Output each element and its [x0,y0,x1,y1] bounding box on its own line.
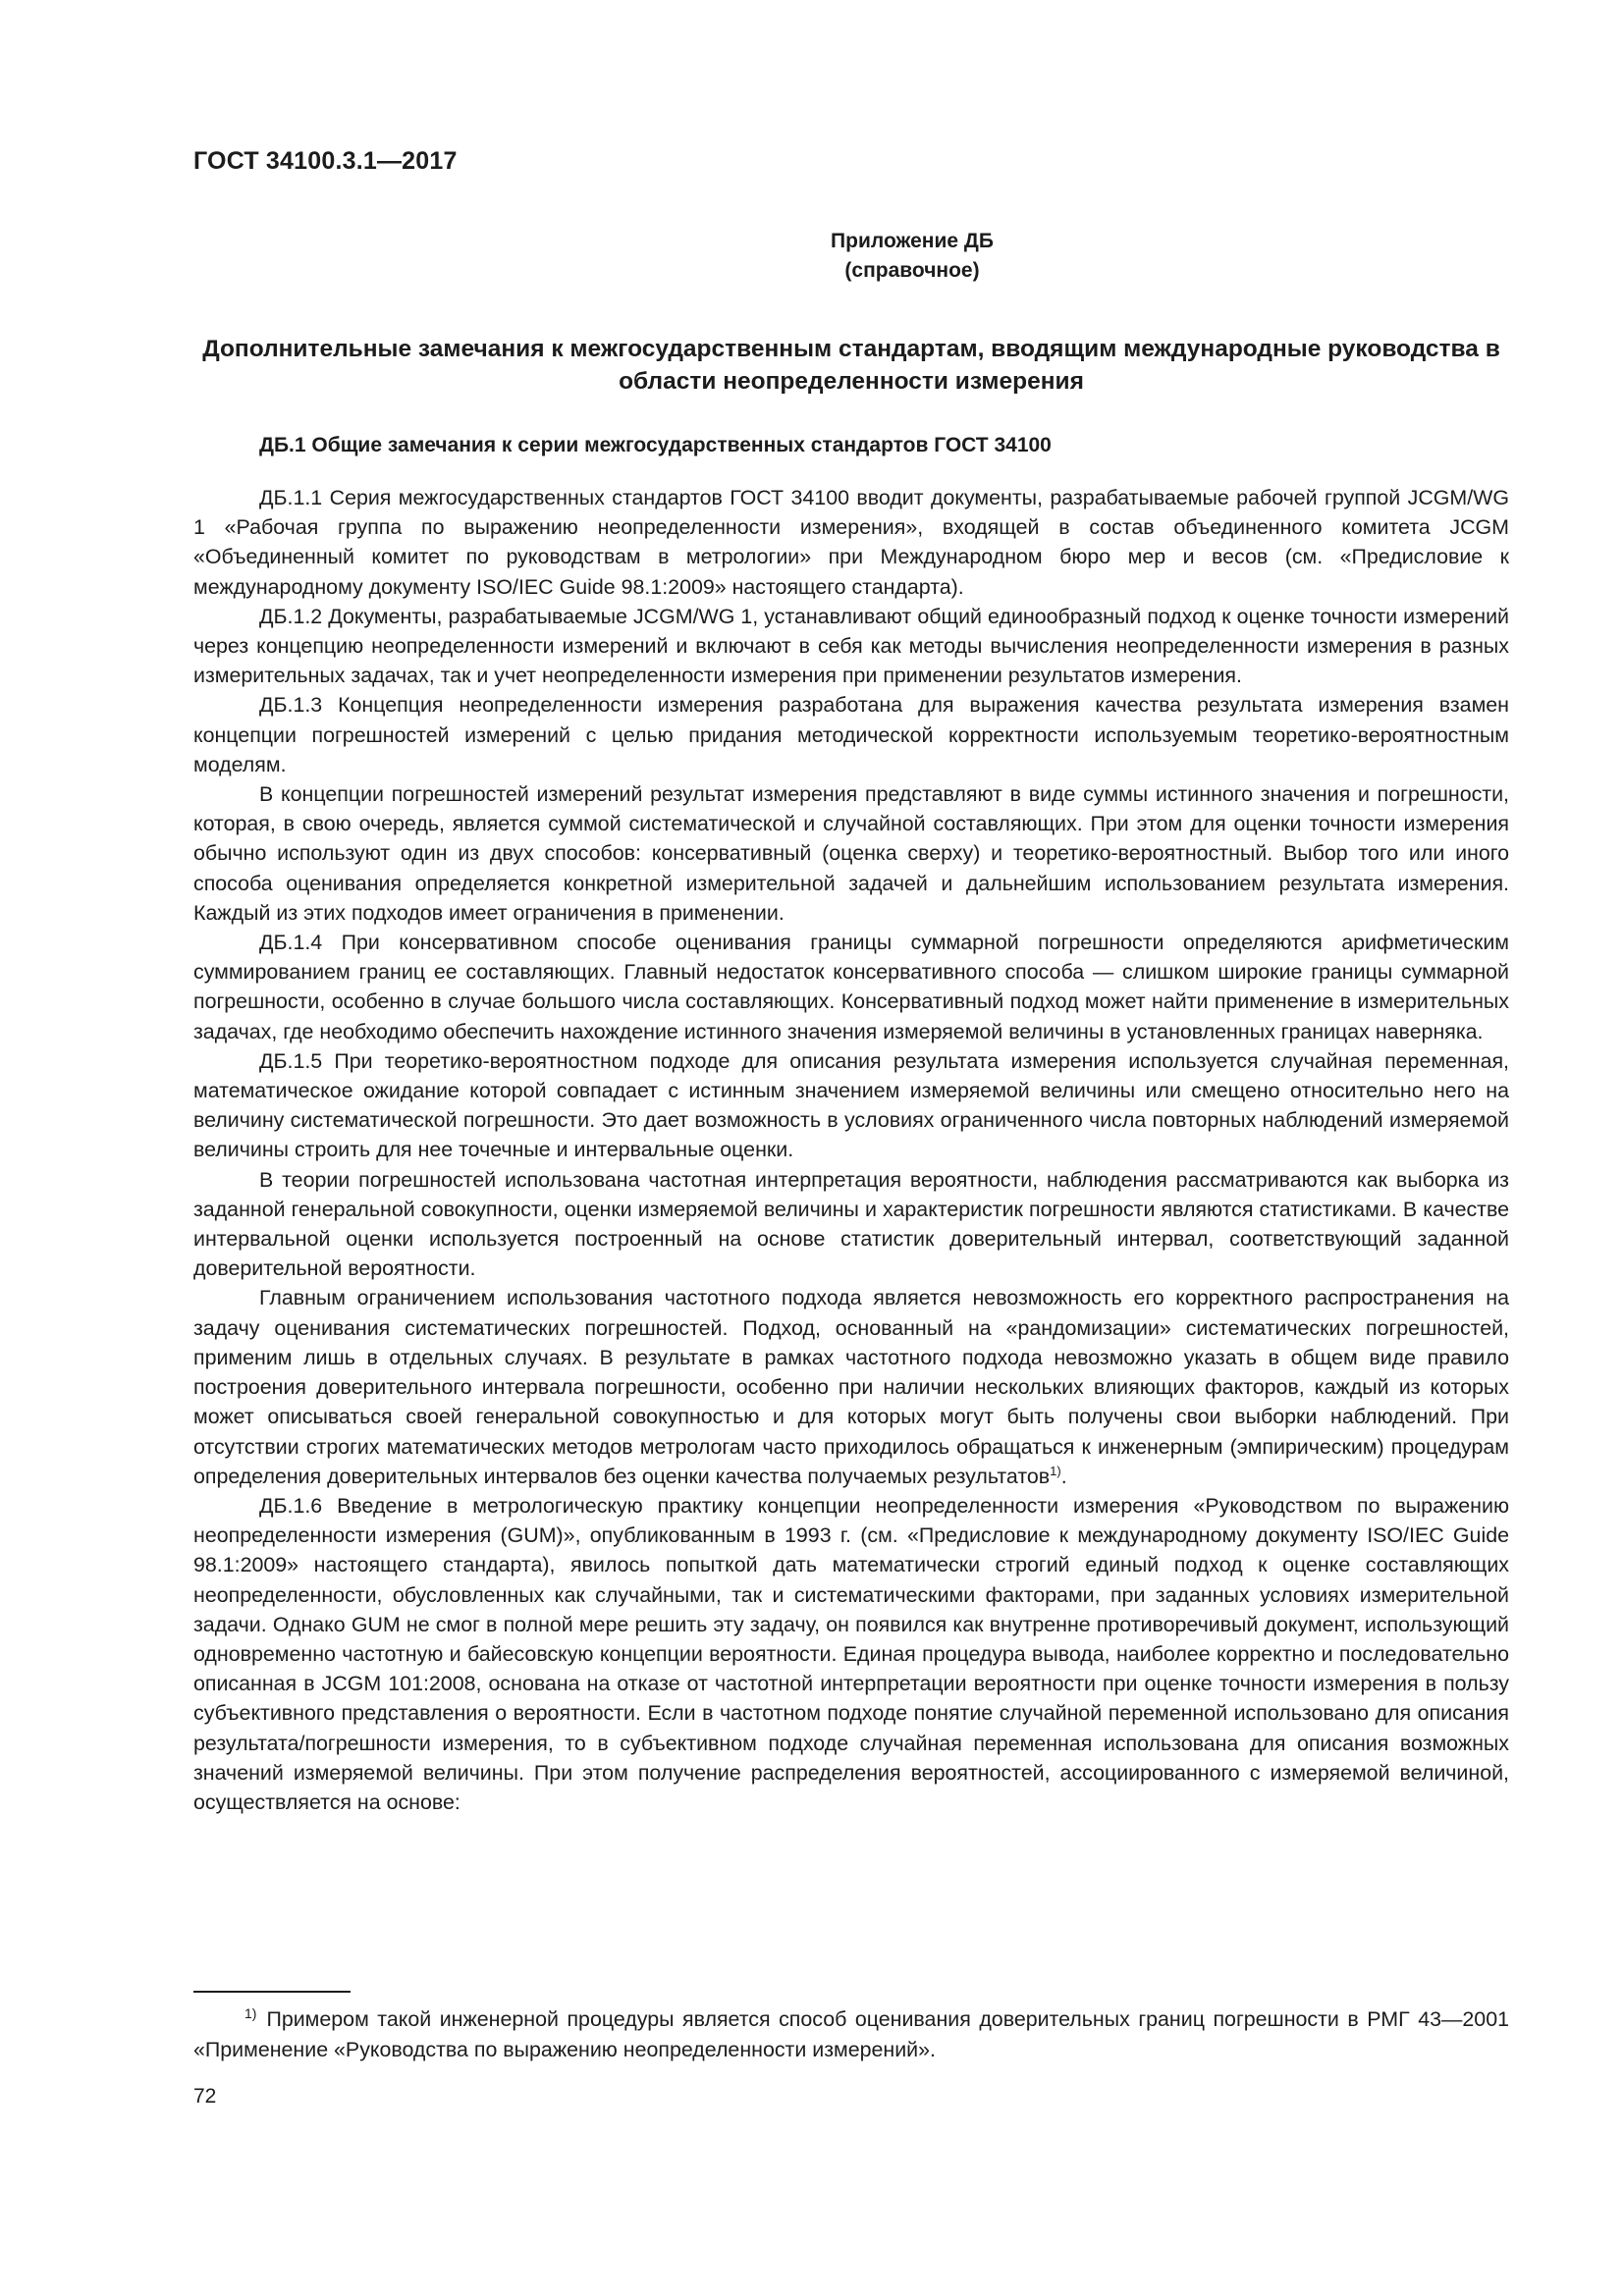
main-title: Дополнительные замечания к межгосударственным стандартам, вводящим международные руководства в области неопределенности измерения [202,336,1500,395]
body-text [193,483,1509,1817]
footnote-reference-mark[interactable]: 1) [1050,1463,1061,1478]
annex-status: (справочное) [844,259,980,282]
document-code-header: ГОСТ 34100.3.1—2017 [193,147,458,175]
paragraph-with-footnote-ref [193,1283,1509,1490]
paragraph: В концепции погрешностей измерений результат измерения представляют в виде суммы истинного значения и погрешности, которая, в свою очередь, является суммой систематической и случайной составляющих. При этом для оценки точности измерения обычно используют один из двух способов: консервативный (оценка сверху) и теоретико-вероятностный. Выбор того или иного способа оценивания определяется конкретной измерительной задачей и дальнейшим использованием результата измерения. Каждый из этих подходов имеет ограничения в применении. [193,782,1509,925]
footnote-mark: 1) [244,2004,257,2021]
annex-heading [193,227,1517,286]
paragraph: ДБ.1.4 При консервативном способе оценивания границы суммарной погрешности определяются арифметическим суммированием границ ее составляющих. Главный недостаток консервативного способа — слишком широкие границы суммарной погрешности, особенно в случае большого числа составляющих. Консервативный подход может найти применение в измерительных задачах, где необходимо обеспечить нахождение истинного значения измеряемой величины в установленных границах наверняка. [193,931,1509,1043]
annex-title: Приложение ДБ [831,230,994,252]
footnote-text: Примером такой инженерной процедуры является способ оценивания доверительных границ погрешности в РМГ 43—2001 «Применение «Руководства по выражению неопределенности измерений». [193,2007,1509,2061]
footnote-divider [193,1991,351,1993]
paragraph: ДБ.1.6 Введение в метрологическую практику концепции неопределенности измерения «Руководством по выражению неопределенности измерения (GUM)», опубликованным в 1993 г. (см. «Предисловие к международному документу ISO/IEC Guide 98.1:2009» настоящего стандарта), явилось попыткой дать математически строгий единый подход к оценке составляющих неопределенности, обусловленных как случайными, так и систематическими факторами, при заданных условиях измерительной задачи. Однако GUM не смог в полной мере решить эту задачу, он появился как внутренне противоречивый документ, использующий одновременно частотную и байесовскую концепции вероятности. Единая процедура вывода, наиболее корректно и последовательно описанная в JCGM 101:2008, основана на отказе от частотной интерпретации вероятности при оценке точности измерения в пользу субъективного представления о вероятности. Если в частотном подходе понятие случайной переменной использовано для описания результата/погрешности измерения, то в субъективном подходе случайная переменная использована для описания возможных значений измеряемой величины. При этом получение распределения вероятностей, ассоциированного с измеряемой величиной, осуществляется на основе: [193,1493,1509,1814]
paragraph-text: Главным ограничением использования частотного подхода является невозможность его корректного распространения на задачу оценивания систематических погрешностей. Подход, основанный на «рандомизации» систематических погрешностей, применим лишь в отдельных случаях. В результате в рамках частотного подхода невозможно указать в общем виде правило построения доверительного интервала погрешности, особенно при наличии нескольких влияющих факторов, каждый из которых может описываться своей генеральной совокупностью и для которых могут быть получены свои выборки наблюдений. При отсутствии строгих математических методов метрологам часто приходилось обращаться к инженерным (эмпирическим) процедурам определения доверительных интервалов без оценки качества получаемых результатов [193,1286,1509,1488]
paragraph: ДБ.1.3 Концепция неопределенности измерения разработана для выражения качества результата измерения взамен концепции погрешностей измерений с целью придания методической корректности используемым теоретико-вероятностным моделям. [193,693,1509,776]
footnote [193,2004,1509,2065]
paragraph-tail: . [1060,1464,1067,1488]
section-heading: ДБ.1 Общие замечания к серии межгосударственных стандартов ГОСТ 34100 [259,434,1052,456]
page-number: 72 [193,2085,217,2108]
paragraph: ДБ.1.2 Документы, разрабатываемые JCGM/WG 1, устанавливают общий единообразный подход к оценке точности измерений через концепцию неопределенности измерений и включают в себя как методы вычисления неопределенности измерения в разных измерительных задачах, так и учет неопределенности измерения при применении результатов измерения. [193,604,1509,688]
paragraph: ДБ.1.1 Серия межгосударственных стандартов ГОСТ 34100 вводит документы, разрабатываемые рабочей группой JCGM/WG 1 «Рабочая группа по выражению неопределенности измерения», входящей в состав объединенного комитета JCGM «Объединенный комитет по руководствам в метрологии» при Международном бюро мер и весов (см. «Предисловие к международному документу ISO/IEC Guide 98.1:2009» настоящего стандарта). [193,486,1509,599]
paragraph: ДБ.1.5 При теоретико-вероятностном подходе для описания результата измерения используется случайная переменная, математическое ожидание которой совпадает с истинным значением измеряемой величины или смещено относительно него на величину систематической погрешности. Это дает возможность в условиях ограниченного числа повторных наблюдений измеряемой величины строить для нее точечные и интервальные оценки. [193,1048,1509,1162]
paragraph: В теории погрешностей использована частотная интерпретация вероятности, наблюдения рассматриваются как выборка из заданной генеральной совокупности, оценки измеряемой величины и характеристик погрешности являются статистиками. В качестве интервальной оценки используется построенный на основе статистик доверительный интервал, соответствующий заданной доверительной вероятности. [193,1167,1509,1281]
